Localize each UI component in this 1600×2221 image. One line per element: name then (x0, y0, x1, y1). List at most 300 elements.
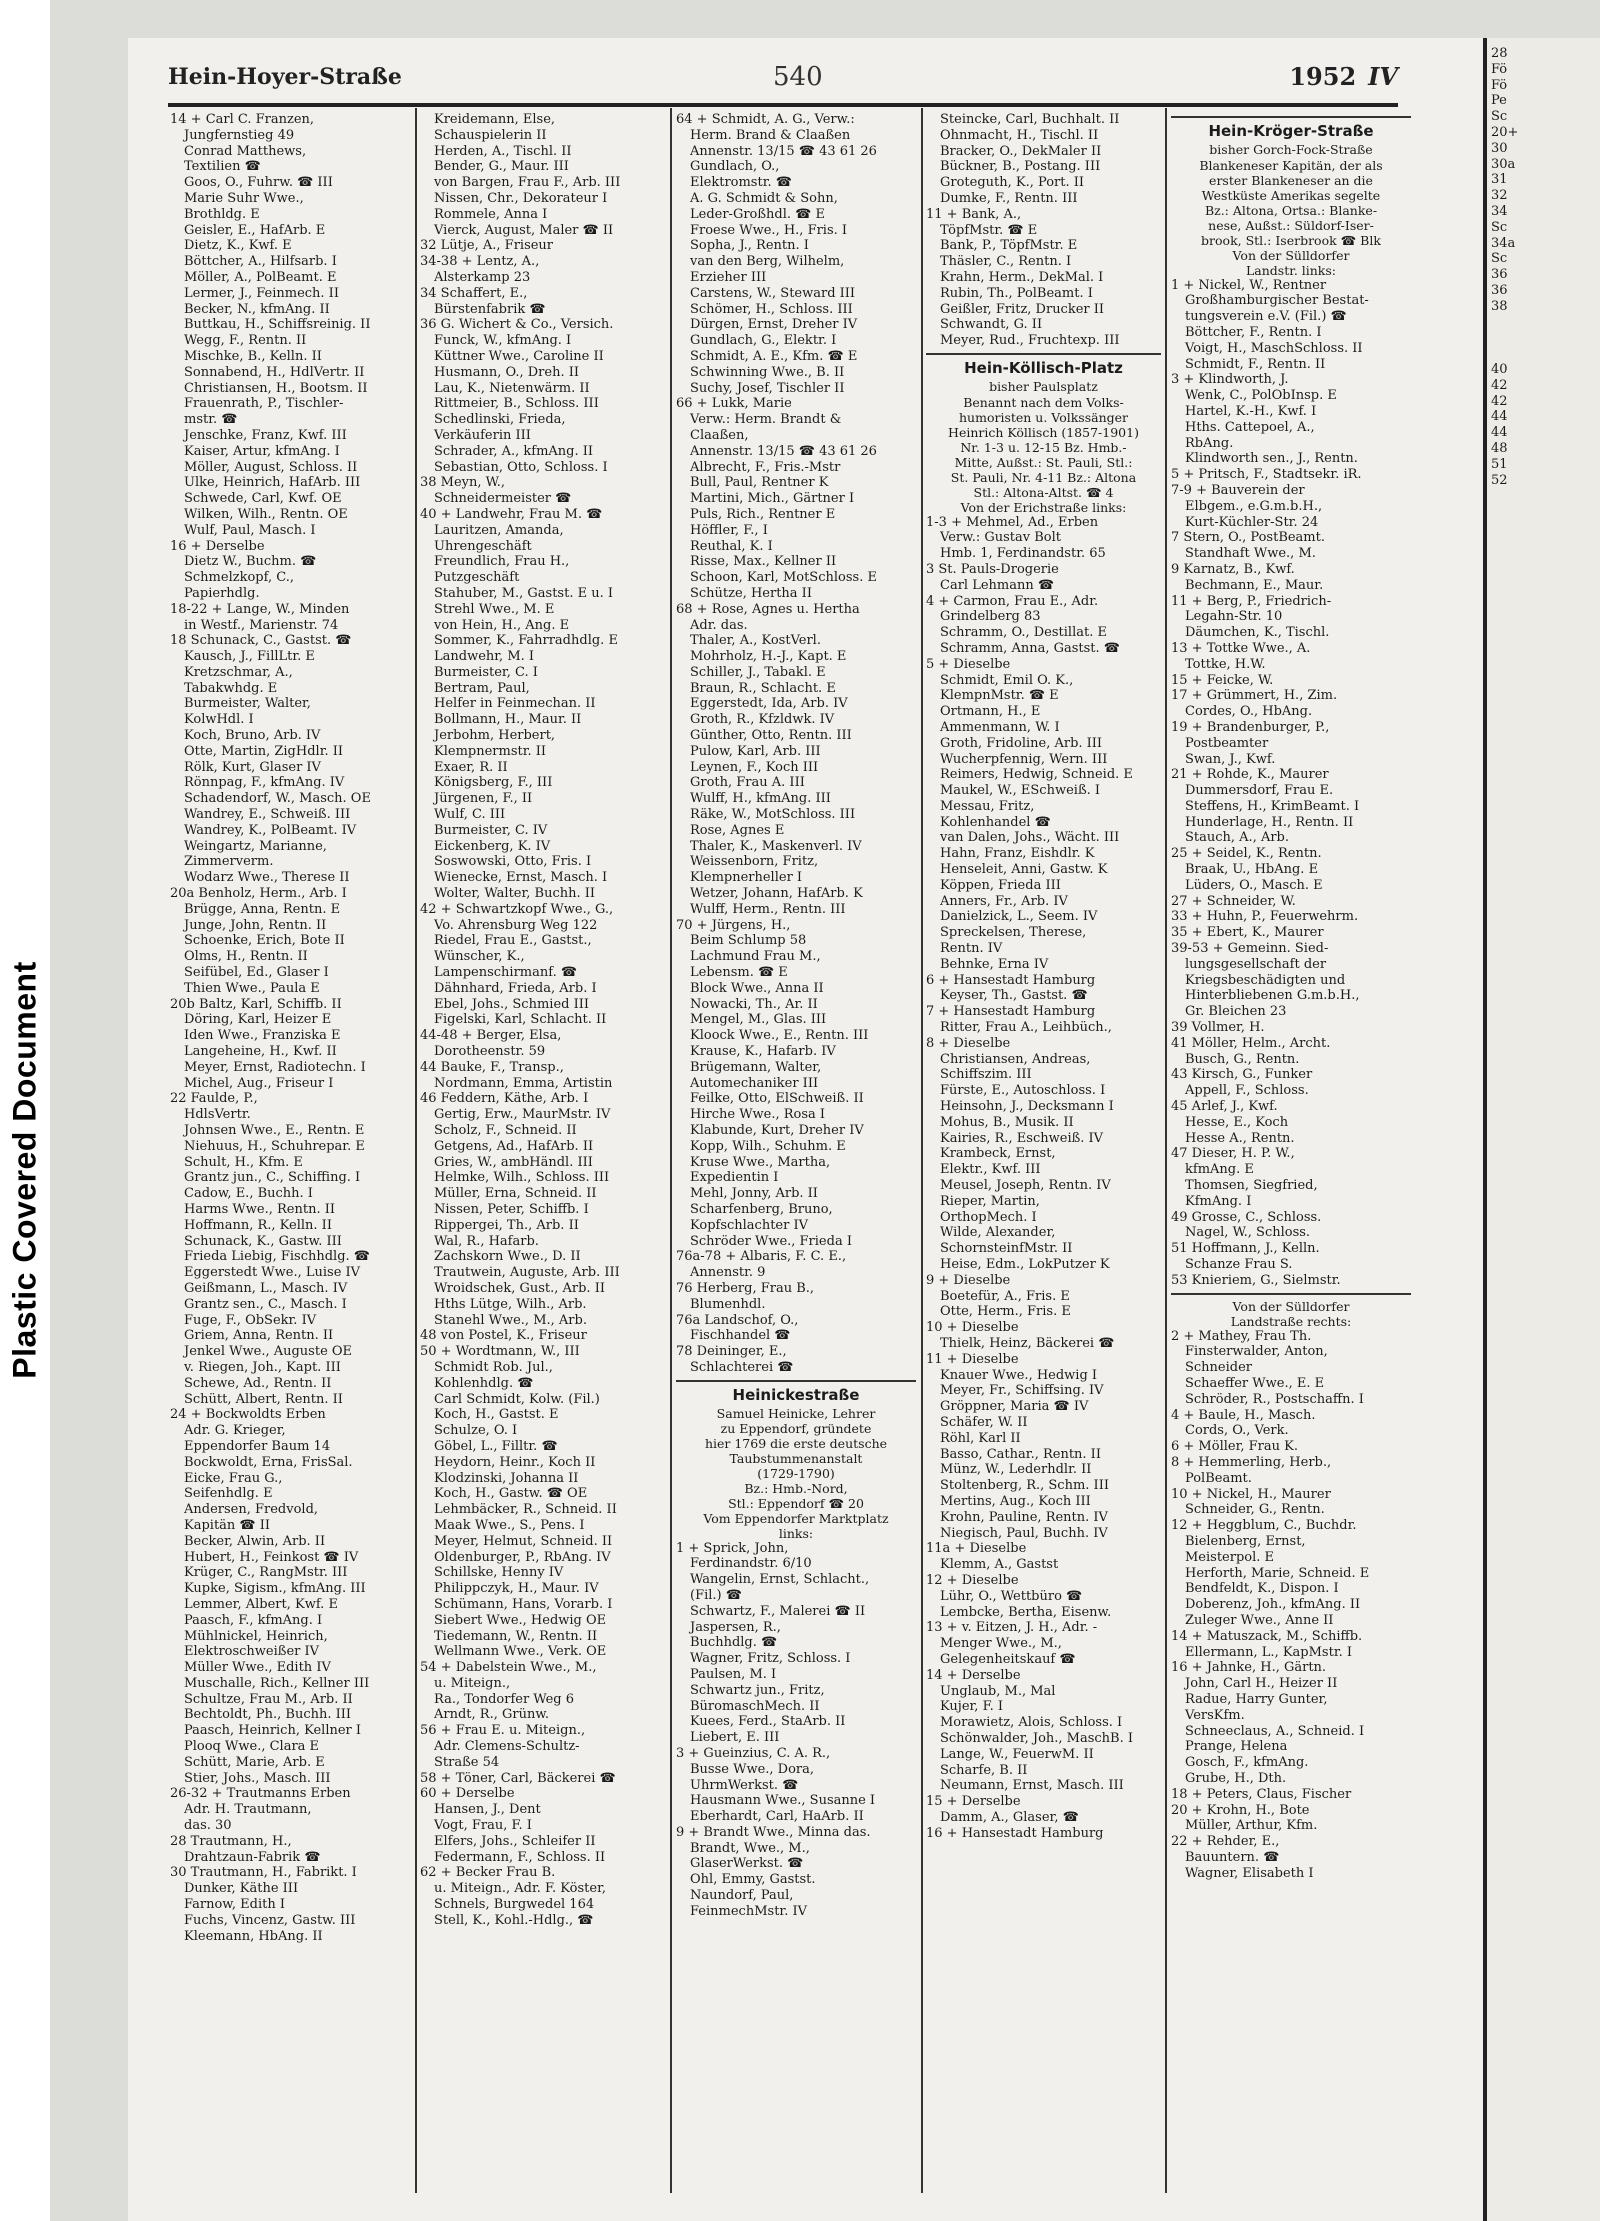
directory-entry: Schulze, O. I (434, 1423, 518, 1439)
directory-entry: Stanehl Wwe., M., Arb. (434, 1312, 587, 1328)
directory-entry: Hesse A., Rentn. (1185, 1130, 1295, 1146)
directory-entry: Schauspielerin II (434, 127, 547, 143)
directory-entry: Carl Lehmann ☎ (940, 577, 1055, 593)
directory-entry: 20a Benholz, Herm., Arb. I (170, 886, 347, 902)
directory-entry: 3 + Gueinzius, C. A. R., (676, 1745, 831, 1761)
directory-entry: Bender, G., Maur. III (434, 159, 569, 175)
directory-entry: Grube, H., Dth. (1185, 1770, 1287, 1786)
street-description: Stl.: Altona-Altst. ☎ 4 (973, 484, 1114, 500)
street-header: Hein-Hoyer-Straße (168, 64, 402, 90)
directory-entry: Verw.: Herm. Brandt & (690, 412, 842, 428)
directory-entry: Beim Schlump 58 (690, 933, 807, 949)
directory-entry: Gundlach, G., Elektr. I (690, 333, 837, 349)
directory-entry: 36 G. Wichert & Co., Versich. (420, 317, 614, 333)
fragment-line (1491, 330, 1600, 346)
directory-entry: Reuthal, K. I (690, 538, 773, 554)
directory-entry: Griem, Anna, Rentn. II (184, 1328, 334, 1344)
directory-entry: Zimmerverm. (184, 854, 274, 870)
directory-entry: 60 + Derselbe (420, 1786, 515, 1802)
directory-entry: 2 + Mathey, Frau Th. (1171, 1328, 1312, 1344)
directory-entry: 54 + Dabelstein Wwe., M., (420, 1660, 597, 1676)
directory-entry: Schütze, Hertha II (690, 585, 812, 601)
fragment-line: Sc (1491, 219, 1508, 235)
directory-entry: 68 + Rose, Agnes u. Hertha (676, 601, 860, 617)
directory-entry: Schneidermeister ☎ (434, 491, 572, 507)
directory-entry: 4 + Carmon, Frau E., Adr. (926, 593, 1099, 609)
directory-entry: Gries, W., ambHändl. III (434, 1154, 593, 1170)
directory-entry: 58 + Töner, Carl, Bäckerei ☎ (420, 1770, 616, 1786)
directory-entry: Husmann, O., Dreh. II (434, 364, 579, 380)
directory-entry: 5 + Dieselbe (926, 656, 1011, 672)
directory-entry: kfmAng. E (1185, 1162, 1254, 1178)
fragment-line: 36 (1491, 267, 1508, 283)
directory-entry: Geißler, Fritz, Drucker II (940, 301, 1105, 317)
directory-entry: Arndt, R., Grünw. (434, 1707, 550, 1723)
directory-entry: Trautwein, Auguste, Arb. III (434, 1265, 620, 1281)
directory-entry: 18 Schunack, C., Gastst. ☎ (170, 633, 352, 649)
directory-entry: Rölk, Kurt, Glaser IV (184, 759, 321, 775)
directory-entry: Wulff, Herm., Rentn. III (690, 901, 846, 917)
directory-entry: Meusel, Joseph, Rentn. IV (940, 1178, 1111, 1194)
directory-entry: Kretzschmar, A., (184, 664, 293, 680)
directory-entry: Eppendorfer Baum 14 (184, 1438, 331, 1454)
street-description: Benannt nach dem Volks- (963, 394, 1124, 410)
directory-entry: Fuge, F., ObSekr. IV (184, 1312, 317, 1328)
directory-entry: Elektroschweißer IV (184, 1644, 320, 1660)
section-rule (926, 353, 1161, 355)
directory-entry: Tiedemann, W., Rentn. II (434, 1628, 598, 1644)
directory-entry: Dummersdorf, Frau E. (1185, 783, 1334, 799)
street-description: links: (778, 1525, 814, 1541)
directory-entry: Klabunde, Kurt, Dreher IV (690, 1123, 864, 1138)
directory-entry: Nowacki, Th., Ar. II (690, 996, 818, 1012)
directory-entry: Hunderlage, H., Rentn. II (1185, 814, 1354, 830)
directory-entry: Wienecke, Ernst, Masch. I (434, 870, 608, 886)
directory-entry: Bracker, O., DekMaler II (940, 143, 1102, 159)
directory-entry: Bertram, Paul, (434, 680, 530, 696)
directory-entry: Puls, Rich., Rentner E (690, 506, 836, 522)
directory-entry: Thien Wwe., Paula E (184, 980, 320, 996)
directory-entry: Thaler, A., KostVerl. (690, 633, 821, 649)
directory-entry: Becker, Alwin, Arb. II (184, 1533, 326, 1549)
street-description: zu Eppendorf, gründete (720, 1420, 872, 1436)
directory-entry: 14 + Matuszack, M., Schiffb. (1171, 1628, 1363, 1644)
directory-entry: Steincke, Carl, Buchhalt. II (940, 112, 1120, 127)
directory-entry: Wagner, Elisabeth I (1185, 1865, 1314, 1881)
column-divider (921, 108, 923, 2193)
directory-entry: Wagner, Fritz, Schloss. I (690, 1651, 851, 1667)
directory-entry: 30 Trautmann, H., Fabrikt. I (170, 1865, 357, 1881)
directory-entry: Köppen, Frieda III (940, 877, 1061, 893)
directory-entry: Steffens, H., KrimBeamt. I (1185, 798, 1360, 814)
directory-entry: Siebert Wwe., Hedwig OE (434, 1612, 607, 1628)
directory-entry: PolBeamt. (1185, 1470, 1252, 1486)
directory-entry: Hesse, E., Koch (1185, 1114, 1289, 1130)
directory-entry: Herforth, Marie, Schneid. E (1185, 1565, 1370, 1581)
directory-entry: Sommer, K., Fahrradhdlg. E (434, 633, 618, 649)
directory-entry: Menger Wwe., M., (940, 1636, 1062, 1652)
fragment-line: 34a (1491, 235, 1516, 251)
street-section-title: Heinickestraße (732, 1385, 860, 1404)
directory-entry: 9 + Dieselbe (926, 1272, 1011, 1288)
directory-entry: Kruse Wwe., Martha, (690, 1154, 831, 1170)
directory-entry: Tabakwhdg. E (184, 680, 278, 696)
directory-entry: 17 + Grümmert, H., Zim. (1171, 688, 1338, 704)
directory-entry: 28 Trautmann, H., (170, 1833, 292, 1849)
directory-entry: Oldenburger, P., RbAng. IV (434, 1549, 611, 1565)
directory-entry: Meyer, Rud., Fruchtexp. III (940, 333, 1120, 349)
directory-entry: 10 + Nickel, H., Maurer (1171, 1486, 1331, 1502)
directory-entry: Christiansen, Andreas, (940, 1051, 1091, 1067)
directory-entry: Alsterkamp 23 (434, 269, 531, 285)
directory-entry: Frauenrath, P., Tischler- (184, 396, 344, 412)
directory-entry: Prange, Helena (1185, 1739, 1288, 1755)
directory-entry: Lermer, J., Feinmech. II (184, 285, 339, 301)
directory-entry: 51 Hoffmann, J., Kelln. (1171, 1241, 1320, 1257)
directory-entry: 11a + Dieselbe (926, 1541, 1027, 1557)
directory-entry: Eicke, Frau G., (184, 1470, 283, 1486)
directory-entry: 41 Möller, Helm., Archt. (1171, 1035, 1331, 1051)
directory-entry: Blumenhdl. (690, 1296, 766, 1312)
directory-entry: Krahn, Herm., DekMal. I (940, 269, 1104, 285)
directory-entry: 48 von Postel, K., Friseur (420, 1328, 587, 1344)
directory-entry: Adr. H. Trautmann, (184, 1802, 312, 1818)
fragment-line: 28 (1491, 46, 1508, 61)
directory-entry: Schümann, Hans, Vorarb. I (434, 1596, 613, 1612)
street-description: erster Blankeneser an die (1209, 172, 1373, 188)
directory-entry: UhrmWerkst. ☎ (690, 1777, 799, 1793)
street-description: Nr. 1-3 u. 12-15 Bz. Hmb.- (960, 439, 1127, 455)
directory-entry: Andersen, Fredvold, (184, 1502, 319, 1518)
directory-entry: Ebel, Johs., Schmied III (434, 996, 590, 1012)
directory-entry: 64 + Schmidt, A. G., Verw.: (676, 112, 855, 127)
directory-entry: 50 + Wordtmann, W., III (420, 1344, 580, 1360)
directory-entry: Wulff, H., kfmAng. III (690, 791, 831, 807)
directory-entry: Schewe, Ad., Rentn. II (184, 1375, 332, 1391)
directory-entry: Möller, A., PolBeamt. E (184, 269, 337, 285)
directory-entry: Wegg, F., Rentn. II (184, 333, 307, 349)
directory-entry: Eggerstedt Wwe., Luise IV (184, 1265, 361, 1281)
directory-entry: 16 + Hansestadt Hamburg (926, 1825, 1104, 1841)
directory-entry: Kreidemann, Else, (434, 112, 556, 127)
directory-entry: Eickenberg, K. IV (434, 838, 551, 854)
directory-entry: Christiansen, H., Bootsm. II (184, 380, 368, 396)
directory-entry: 34 Schaffert, E., (420, 285, 528, 301)
directory-entry: Seifübel, Ed., Glaser I (184, 965, 329, 981)
directory-entry: Bauuntern. ☎ (1185, 1849, 1280, 1865)
street-description: Stl.: Eppendorf ☎ 20 (728, 1495, 864, 1511)
directory-entry: v. Riegen, Joh., Kapt. III (184, 1359, 341, 1375)
directory-entry: Mengel, M., Glas. III (690, 1012, 827, 1028)
directory-entry: Lembcke, Bertha, Eisenw. (940, 1604, 1112, 1620)
directory-entry: Nissen, Peter, Schiffb. I (434, 1201, 589, 1217)
directory-entry: Jenkel Wwe., Auguste OE (184, 1344, 353, 1360)
directory-entry: Finsterwalder, Anton, (1185, 1344, 1328, 1360)
directory-entry: HdlsVertr. (184, 1107, 251, 1123)
directory-entry: Neumann, Ernst, Masch. III (940, 1778, 1124, 1794)
directory-entry: Heinsohn, J., Decksmann I (940, 1099, 1114, 1115)
directory-entry: 3 St. Pauls-Drogerie (926, 561, 1059, 577)
street-description: Mitte, Außst.: St. Pauli, Stl.: (954, 454, 1133, 470)
street-description: Bz.: Altona, Ortsa.: Blanke- (1204, 202, 1378, 218)
directory-entry: Busch, G., Rentn. (1185, 1051, 1300, 1067)
directory-entry: Meyer, Ernst, Radiotechn. I (184, 1059, 366, 1075)
directory-entry: Mertins, Aug., Koch III (940, 1493, 1091, 1509)
directory-entry: Johnsen Wwe., E., Rentn. E (184, 1123, 365, 1138)
directory-entry: Thaler, K., Maskenverl. IV (690, 838, 862, 854)
directory-entry: Schlachterei ☎ (690, 1359, 794, 1375)
directory-entry: Stahuber, M., Gastst. E u. I (434, 585, 613, 601)
directory-entry: Wellmann Wwe., Verk. OE (434, 1644, 607, 1660)
directory-entry: Plooq Wwe., Clara E (184, 1739, 320, 1755)
directory-entry: Sonnabend, H., HdlVertr. II (184, 364, 365, 380)
directory-entry: Buttkau, H., Schiffsreinig. II (184, 317, 371, 333)
directory-entry: Herden, A., Tischl. II (434, 143, 572, 159)
directory-entry: Schütt, Albert, Rentn. II (184, 1391, 343, 1407)
directory-entry: 16 + Derselbe (170, 538, 265, 554)
directory-entry: Meyer, Helmut, Schneid. II (434, 1533, 613, 1549)
directory-entry: 14 + Derselbe (926, 1667, 1021, 1683)
directory-entry: Radue, Harry Gunter, (1185, 1691, 1328, 1707)
directory-entry: Buchhdlg. ☎ (690, 1635, 778, 1651)
directory-entry: Heise, Edm., LokPutzer K (940, 1257, 1110, 1272)
fragment-line (1491, 346, 1600, 362)
directory-entry: Wolter, Walter, Buchh. II (434, 886, 596, 902)
directory-entry: Michel, Aug., Friseur I (184, 1075, 334, 1091)
fragment-line: 48 (1491, 440, 1508, 456)
directory-entry: Zuleger Wwe., Anne II (1185, 1612, 1334, 1628)
directory-entry: Henseleit, Anni, Gastw. K (940, 862, 1108, 878)
directory-entry: 39 Vollmer, H. (1171, 1020, 1265, 1036)
directory-entry: Appell, F., Schloss. (1185, 1083, 1309, 1099)
directory-entry: Elbgem., e.G.m.b.H., (1185, 498, 1323, 514)
fragment-line: 51 (1491, 456, 1508, 472)
directory-entry: Conrad Matthews, (184, 143, 307, 159)
directory-entry: Lampenschirmanf. ☎ (434, 965, 578, 981)
directory-entry: Gelegenheitskauf ☎ (940, 1651, 1076, 1667)
directory-entry: Müller, Erna, Schneid. II (434, 1186, 597, 1202)
directory-entry: 20 + Krohn, H., Bote (1171, 1802, 1310, 1818)
directory-entry: Block Wwe., Anna II (690, 980, 824, 996)
directory-entry: Thielk, Heinz, Bäckerei ☎ (940, 1335, 1115, 1351)
directory-entry: Müller, Arthur, Kfm. (1185, 1818, 1318, 1834)
directory-entry: Kausch, J., FillLtr. E (184, 649, 315, 665)
directory-entry: 40 + Landwehr, Frau M. ☎ (420, 506, 603, 522)
directory-entry: Sopha, J., Rentn. I (690, 238, 809, 254)
directory-entry: GlaserWerkst. ☎ (690, 1856, 804, 1872)
directory-entry: Frieda Liebig, Fischhdlg. ☎ (184, 1249, 370, 1265)
directory-entry: Lemmer, Albert, Kwf. E (184, 1596, 338, 1612)
directory-entry: Wünscher, K., (434, 949, 525, 965)
directory-entry: Nordmann, Emma, Artistin (434, 1075, 613, 1091)
directory-entry: Cadow, E., Buchh. I (184, 1186, 313, 1202)
directory-column-2 (420, 112, 665, 2192)
directory-entry: Grindelberg 83 (940, 609, 1041, 625)
directory-entry: 26-32 + Trautmanns Erben (170, 1786, 351, 1802)
directory-column-1 (170, 112, 410, 2192)
directory-entry: Stier, Johs., Masch. III (184, 1770, 331, 1786)
directory-entry: 9 Karnatz, B., Kwf. (1171, 561, 1295, 577)
directory-entry: Bendfeldt, K., Dispon. I (1185, 1581, 1339, 1597)
directory-entry: Verkäuferin III (434, 427, 531, 443)
directory-entry: Lüders, O., Masch. E (1185, 877, 1323, 893)
fragment-line: 36 (1491, 282, 1508, 298)
directory-entry: Kohlenhdlg. ☎ (434, 1375, 534, 1391)
directory-entry: Ritter, Frau A., Leihbüch., (940, 1020, 1112, 1036)
directory-entry: 22 + Rehder, E., (1171, 1834, 1280, 1850)
directory-entry: Koch, Bruno, Arb. IV (184, 728, 321, 744)
directory-entry: Morawietz, Alois, Schloss. I (940, 1715, 1123, 1731)
directory-entry: Feilke, Otto, ElSchweiß. II (690, 1091, 864, 1107)
directory-entry: Scharfe, B. II (940, 1762, 1028, 1778)
adjacent-page-fragment (1483, 38, 1600, 2221)
fragment-line (1491, 315, 1600, 331)
directory-entry: mstr. ☎ (184, 412, 238, 428)
directory-entry: Wulf, C. III (434, 807, 506, 823)
directory-entry: Mohus, B., Musik. II (940, 1114, 1074, 1130)
directory-entry: Damm, A., Glaser, ☎ (940, 1809, 1079, 1825)
directory-entry: Hoffmann, R., Kelln. II (184, 1217, 332, 1233)
directory-entry: (Fil.) ☎ (690, 1587, 742, 1603)
directory-entry: 66 + Lukk, Marie (676, 396, 792, 412)
directory-entry: Wilken, Wilh., Rentn. OE (184, 506, 348, 522)
street-description: brook, Stl.: Iserbrook ☎ Blk (1201, 232, 1381, 248)
directory-entry: Hinterbliebenen G.m.b.H., (1185, 988, 1360, 1004)
directory-entry: Naundorf, Paul, (690, 1888, 794, 1904)
directory-entry: 53 Knieriem, G., Sielmstr. (1171, 1272, 1341, 1288)
directory-entry: Gosch, F., kfmAng. (1185, 1755, 1309, 1771)
street-description: Landstraße rechts: (1230, 1313, 1352, 1329)
directory-entry: Dietz W., Buchm. ☎ (184, 554, 317, 570)
directory-entry: Schröder Wwe., Frieda I (690, 1233, 852, 1249)
directory-entry: Albrecht, F., Fris.-Mstr (690, 459, 841, 475)
directory-entry: Schmidt, Emil O. K., (940, 672, 1074, 688)
directory-entry: Knauer Wwe., Hedwig I (940, 1367, 1098, 1383)
directory-entry: Verw.: Gustav Bolt (940, 530, 1061, 546)
directory-entry: Stell, K., Kohl.-Hdlg., ☎ (434, 1912, 594, 1928)
directory-entry: Ra., Tondorfer Weg 6 (434, 1691, 575, 1707)
directory-entry: 11 + Dieselbe (926, 1351, 1019, 1367)
directory-entry: Kohlenhandel ☎ (940, 814, 1051, 830)
directory-entry: Gertig, Erw., MaurMstr. IV (434, 1107, 611, 1123)
directory-entry: Otte, Herm., Fris. E (940, 1304, 1071, 1320)
directory-entry: Hahn, Franz, Eishdlr. K (940, 846, 1095, 862)
directory-entry: Schaeffer Wwe., E. E (1185, 1375, 1325, 1391)
street-description: Von der Erichstraße links: (960, 499, 1127, 515)
directory-entry: 18-22 + Lange, W., Minden (170, 601, 350, 617)
directory-entry: OrthopMech. I (940, 1209, 1037, 1225)
directory-entry: von Hein, H., Ang. E (434, 617, 570, 633)
directory-entry: 11 + Berg, P., Friedrich- (1171, 593, 1332, 609)
directory-entry: Suchy, Josef, Tischler II (690, 380, 845, 396)
street-description: Westküste Amerikas segelte (1201, 187, 1381, 203)
directory-entry: Göbel, L., Filltr. ☎ (434, 1438, 558, 1454)
directory-entry: 46 Feddern, Käthe, Arb. I (420, 1091, 589, 1107)
fragment-line: 44 (1491, 425, 1508, 441)
directory-entry: 25 + Seidel, K., Rentn. (1171, 846, 1322, 862)
section-rule (1171, 116, 1411, 118)
directory-entry: Klemm, A., Gastst (940, 1557, 1059, 1573)
directory-entry: Riedel, Frau E., Gastst., (434, 933, 592, 949)
directory-entry: Rose, Agnes E (690, 822, 785, 838)
directory-entry: Kuees, Ferd., StaArb. II (690, 1714, 846, 1730)
directory-entry: Behnke, Erna IV (940, 956, 1049, 972)
directory-entry: Ulke, Heinrich, HafArb. III (184, 475, 361, 491)
directory-entry: KolwHdl. I (184, 712, 254, 728)
directory-entry: Klindworth sen., J., Rentn. (1185, 451, 1358, 467)
directory-entry: Niehuus, H., Schuhrepar. E (184, 1138, 365, 1154)
directory-entry: John, Carl H., Heizer II (1185, 1676, 1338, 1692)
directory-entry: Annenstr. 9 (690, 1265, 766, 1281)
directory-entry: Jaspersen, R., (690, 1619, 781, 1635)
directory-entry: RbAng. (1185, 435, 1234, 451)
directory-entry: Ammenmann, W. I (940, 719, 1060, 735)
directory-entry: Schmidt Rob. Jul., (434, 1359, 553, 1375)
street-description: (1729-1790) (757, 1465, 835, 1481)
directory-entry: Wangelin, Ernst, Schlacht., (690, 1572, 870, 1588)
directory-entry: Wroidschek, Gust., Arb. II (434, 1280, 605, 1296)
directory-entry: Leder-Großhdl. ☎ E (690, 206, 825, 222)
directory-entry: Ellermann, L., KapMstr. I (1185, 1644, 1353, 1660)
street-description: Von der Sülldorfer (1232, 247, 1350, 263)
directory-entry: 33 + Huhn, P., Feuerwehrm. (1171, 909, 1359, 925)
directory-entry: Elektromstr. ☎ (690, 175, 792, 191)
directory-entry: Spreckelsen, Therese, (940, 925, 1087, 941)
directory-entry: 16 + Jahnke, H., Gärtn. (1171, 1660, 1327, 1676)
directory-entry: Bull, Paul, Rentner K (690, 475, 829, 491)
directory-entry: Schmidt, F., Rentn. II (1185, 356, 1326, 372)
directory-entry: Brandt, Wwe., M., (690, 1840, 810, 1856)
directory-entry: Eggerstedt, Ida, Arb. IV (690, 696, 848, 712)
fragment-line: 38 (1491, 298, 1508, 314)
street-description: Samuel Heinicke, Lehrer (716, 1405, 876, 1421)
directory-entry: Bielenberg, Ernst, (1185, 1533, 1306, 1549)
year: 1952 (1289, 62, 1357, 91)
street-description: Blankeneser Kapitän, der als (1199, 157, 1383, 173)
directory-entry: Keyser, Th., Gastst. ☎ (940, 988, 1088, 1004)
directory-entry: van den Berg, Wilhelm, (690, 254, 845, 270)
directory-entry: 43 Kirsch, G., Funker (1171, 1067, 1313, 1083)
directory-entry: Kopp, Wilh., Schuhm. E (690, 1138, 846, 1154)
directory-entry: Nissen, Chr., Dekorateur I (434, 190, 608, 206)
directory-entry: Drahtzaun-Fabrik ☎ (184, 1849, 321, 1865)
directory-entry: 45 Arlef, J., Kwf. (1171, 1099, 1278, 1115)
directory-entry: 76a-78 + Albaris, F. C. E., (676, 1249, 847, 1265)
directory-entry: Grantz jun., C., Schiffing. I (184, 1170, 361, 1186)
directory-entry: Kleemann, HbAng. II (184, 1928, 323, 1944)
former-name: bisher Paulsplatz (989, 378, 1098, 394)
directory-entry: 35 + Ebert, K., Maurer (1171, 925, 1324, 941)
directory-entry: Schröder, R., Postschaffn. I (1185, 1391, 1364, 1407)
directory-entry: Pulow, Karl, Arb. III (690, 743, 821, 759)
directory-entry: Adr. G. Krieger, (184, 1423, 286, 1439)
directory-entry: Paulsen, M. I (690, 1666, 777, 1682)
fragment-line: 32 (1491, 188, 1508, 204)
directory-entry: Otte, Martin, ZigHdlr. II (184, 743, 344, 759)
directory-entry: Fürste, E., Autoschloss. I (940, 1083, 1106, 1099)
directory-entry: Hirche Wwe., Rosa I (690, 1107, 826, 1123)
directory-entry: Rieper, Martin, (940, 1193, 1040, 1209)
directory-entry: 38 Meyn, W., (420, 475, 506, 491)
directory-entry: Bückner, B., Postang. III (940, 159, 1101, 175)
directory-entry: Wandrey, E., Schweiß. III (184, 807, 351, 823)
fragment-line: Fö (1491, 61, 1508, 77)
directory-entry: Münz, W., Lederhdlr. II (940, 1462, 1092, 1478)
directory-entry: Putzgeschäft (434, 570, 520, 586)
directory-entry: Dürgen, Ernst, Dreher IV (690, 317, 858, 333)
directory-entry: Postbeamter (1185, 735, 1269, 751)
side-label (0, 0, 50, 2221)
